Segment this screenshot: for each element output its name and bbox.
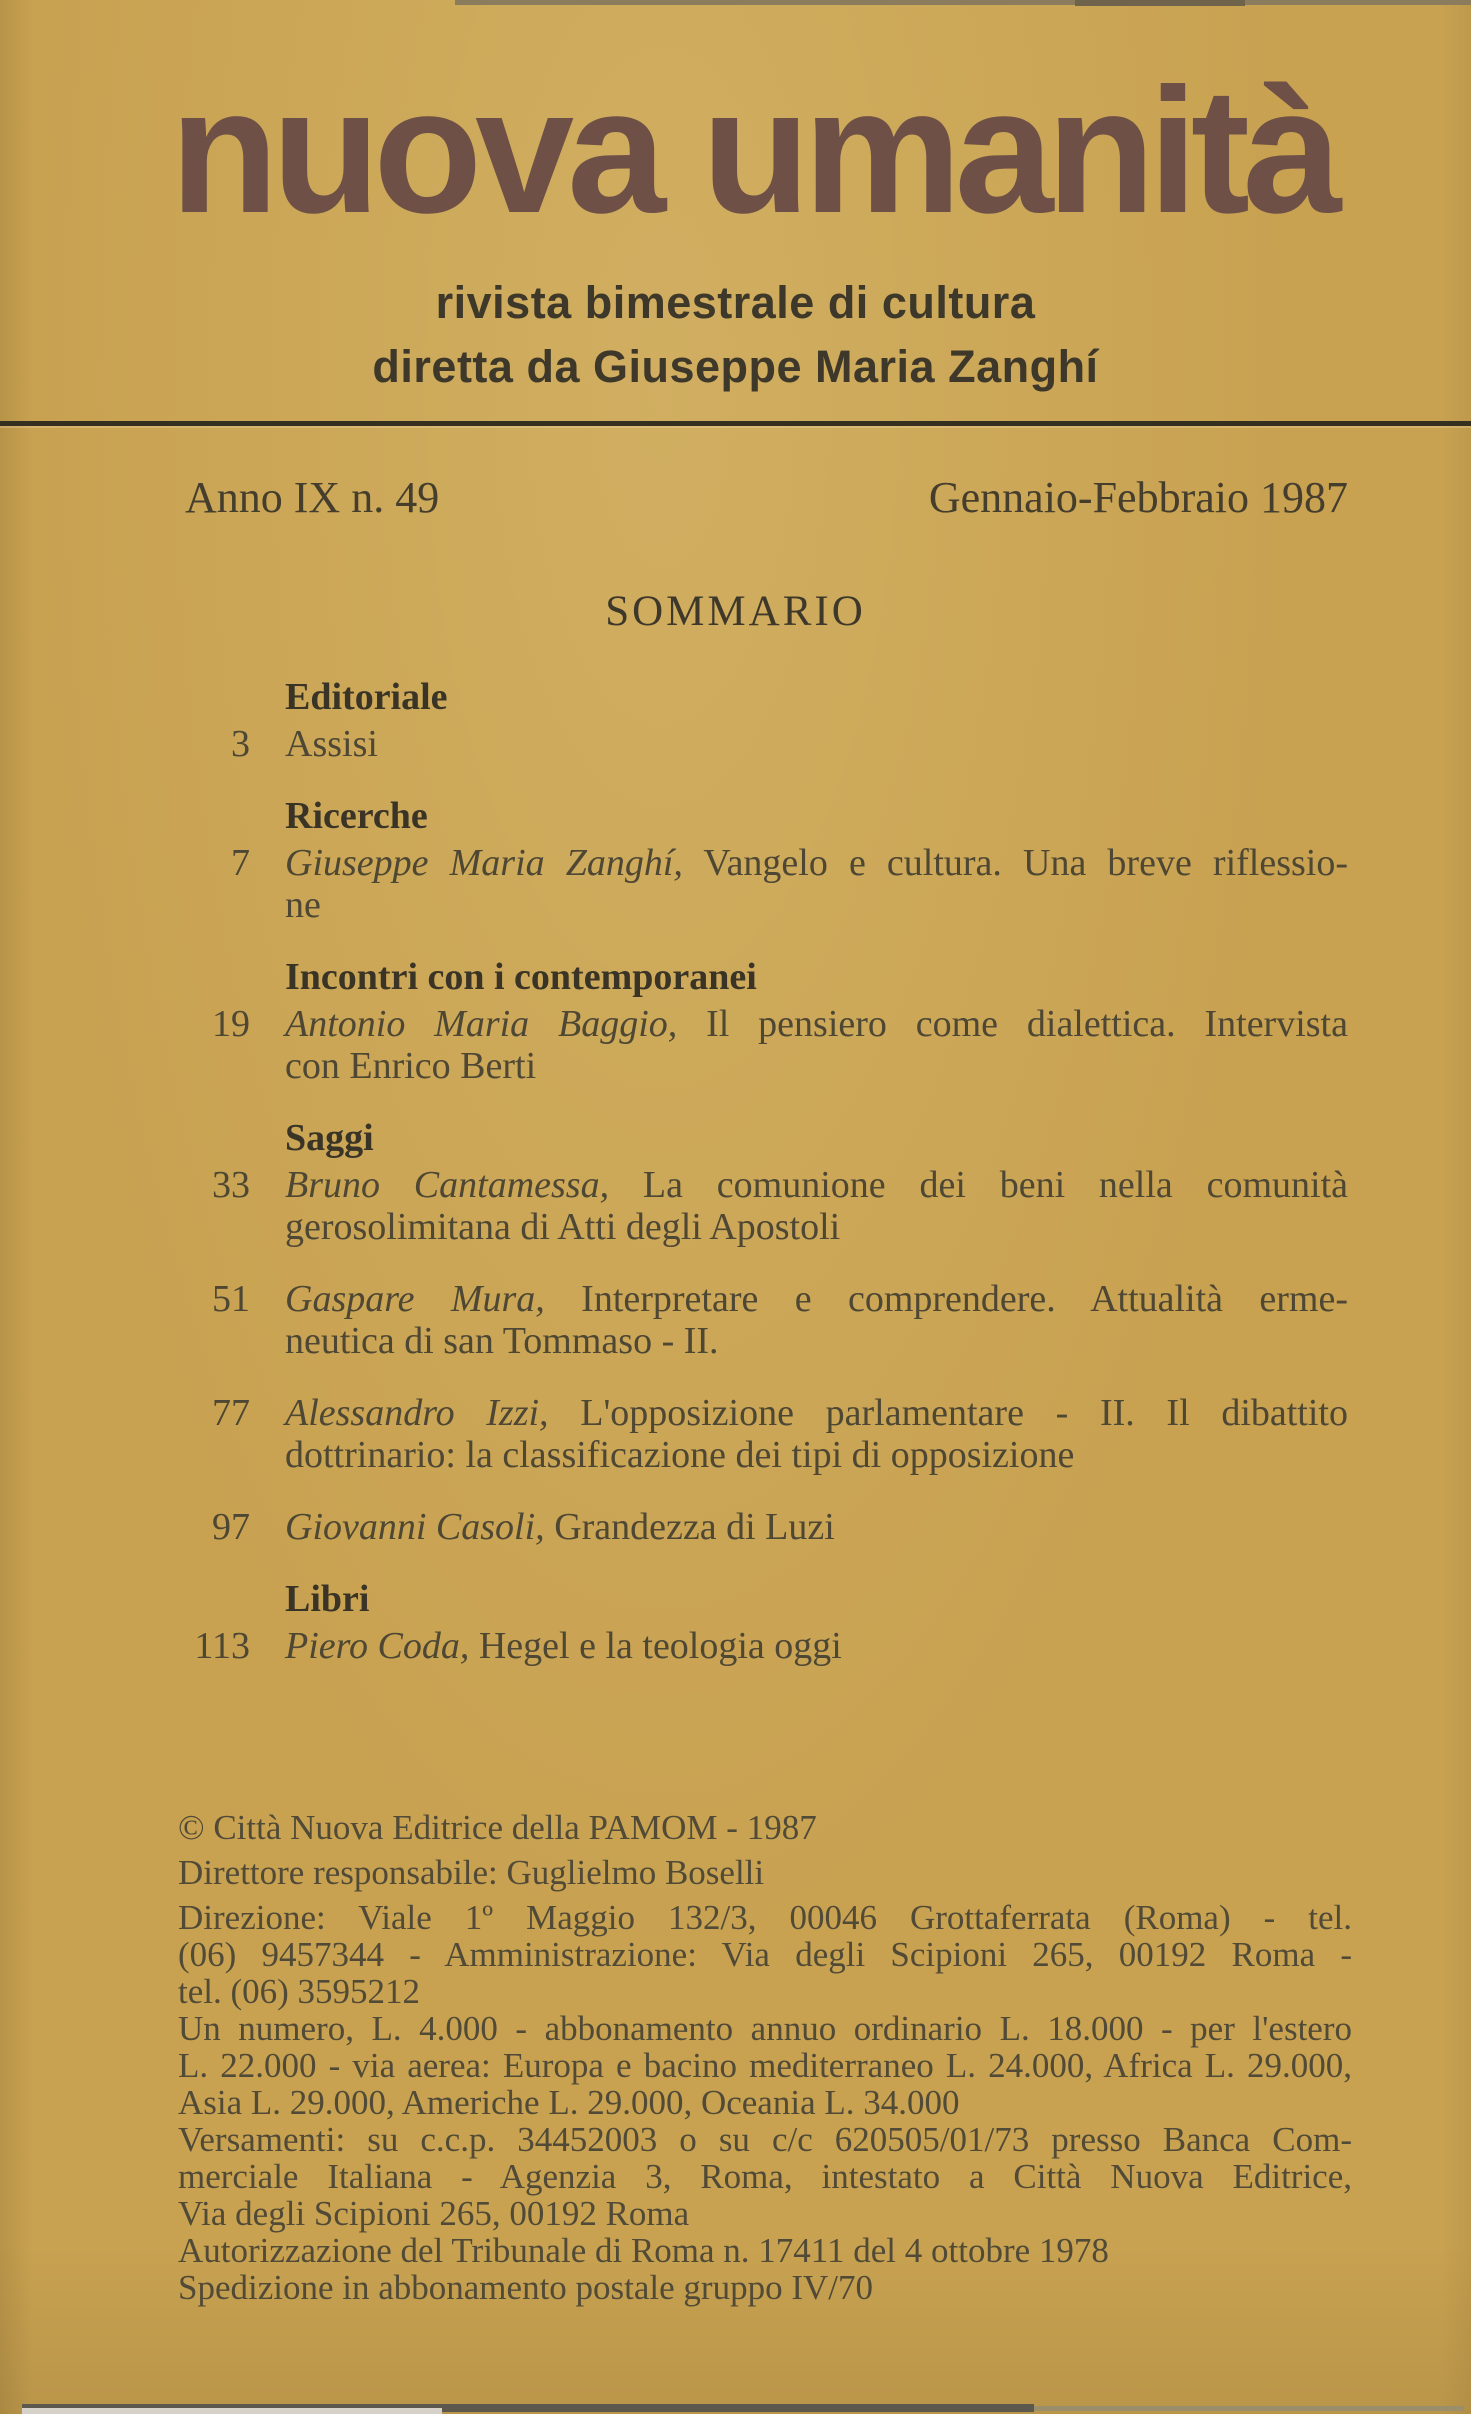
toc-entry-line: Assisi <box>285 722 378 765</box>
imprint-line: Asia L. 29.000, Americhe L. 29.000, Oceania L. 34.000 <box>178 2082 960 2122</box>
toc-item <box>170 842 1348 926</box>
toc-section <box>170 1578 1348 1667</box>
toc-page-number: 51 <box>212 1277 250 1320</box>
toc-entry-author: Gaspare Mura, <box>285 1277 545 1320</box>
issue-info-row <box>185 472 1348 523</box>
horizontal-rule <box>0 421 1471 426</box>
scan-bottom-edge-faint-artifact <box>1034 2406 1464 2411</box>
toc-entry-line: ne <box>285 883 321 926</box>
toc-entry-text <box>285 1506 1348 1548</box>
toc-item <box>170 1625 1348 1667</box>
imprint-paragraph <box>178 1854 1352 1891</box>
issue-date: Gennaio-Febbraio 1987 <box>928 472 1348 522</box>
toc-section-heading: Ricerche <box>285 794 428 837</box>
toc-entry-author: Bruno Cantamessa, <box>285 1163 610 1206</box>
toc-entry-line: Giuseppe Maria Zanghí, Vangelo e cultura. Una breve riflessio- <box>285 841 1348 884</box>
toc-item <box>170 1003 1348 1087</box>
imprint-line: Via degli Scipioni 265, 00192 Roma <box>178 2193 690 2233</box>
toc-entry-line: Gaspare Mura, Interpretare e comprendere. Attualità erme- <box>285 1277 1349 1320</box>
toc-page-number: 77 <box>212 1391 250 1434</box>
toc-item <box>170 1278 1348 1362</box>
issue-number: Anno IX n. 49 <box>185 472 440 522</box>
imprint-line: Un numero, L. 4.000 - abbonamento annuo ordinario L. 18.000 - per l'estero <box>178 2008 1352 2048</box>
toc-section-heading: Editoriale <box>285 675 448 718</box>
toc-entry-text <box>285 1392 1348 1476</box>
scan-top-edge-artifact <box>455 0 1471 5</box>
imprint-line: merciale Italiana - Agenzia 3, Roma, intestato a Città Nuova Editrice, <box>178 2156 1352 2196</box>
journal-subtitle-line2: diretta da Giuseppe Maria Zanghí <box>372 340 1099 392</box>
toc-entry-line: neutica di san Tommaso - II. <box>285 1319 719 1362</box>
toc-page-number: 19 <box>212 1002 250 1045</box>
toc-entry-text <box>285 1625 1348 1667</box>
toc-entry-text <box>285 1003 1348 1087</box>
toc-entry-author: Antonio Maria Baggio, <box>285 1002 678 1045</box>
toc-entry-line: Bruno Cantamessa, La comunione dei beni nella comunità <box>285 1163 1348 1206</box>
toc-entry-line: Piero Coda, Hegel e la teologia oggi <box>285 1624 842 1667</box>
imprint-line: Autorizzazione del Tribunale di Roma n. 17411 del 4 ottobre 1978 <box>178 2230 1109 2270</box>
journal-title: nuova umanità <box>169 51 1336 250</box>
toc-entry-line: Alessandro Izzi, L'opposizione parlamentare - II. Il dibattito <box>285 1391 1348 1434</box>
toc-page-number: 7 <box>231 841 250 884</box>
toc-entry-author: Giuseppe Maria Zanghí, <box>285 841 683 884</box>
toc-entry-line: dottrinario: la classificazione dei tipi di opposizione <box>285 1433 1075 1476</box>
summary-heading: SOMMARIO <box>605 587 866 635</box>
scan-top-edge-dark-artifact <box>1075 0 1245 6</box>
toc-section <box>170 956 1348 1087</box>
toc-page-number: 33 <box>212 1163 250 1206</box>
toc-section <box>170 1117 1348 1548</box>
toc-entry-text <box>285 723 1348 765</box>
imprint-line: Direttore responsabile: Guglielmo Boselli <box>178 1852 765 1892</box>
toc-page-number: 3 <box>231 722 250 765</box>
journal-subtitle-line1: rivista bimestrale di cultura <box>435 276 1036 328</box>
toc-entry-text <box>285 842 1348 926</box>
toc-list <box>170 676 1348 1667</box>
imprint-line: Versamenti: su c.c.p. 34452003 o su c/c 620505/01/73 presso Banca Com- <box>178 2119 1352 2159</box>
toc-entry-line: Giovanni Casoli, Grandezza di Luzi <box>285 1505 835 1548</box>
toc-item <box>170 1164 1348 1248</box>
toc-entry-text <box>285 1278 1348 1362</box>
imprint-paragraph <box>178 2121 1352 2232</box>
imprint-paragraph <box>178 2232 1352 2269</box>
imprint-paragraph <box>178 2010 1352 2121</box>
imprint-paragraph <box>178 1899 1352 2010</box>
imprint-line: L. 22.000 - via aerea: Europa e bacino mediterraneo L. 24.000, Africa L. 29.000, <box>178 2045 1352 2085</box>
toc-item <box>170 1506 1348 1548</box>
journal-subtitle <box>0 271 1471 399</box>
toc-page-number: 113 <box>194 1624 250 1667</box>
toc-entry-text <box>285 1164 1348 1248</box>
imprint-line: tel. (06) 3595212 <box>178 1971 421 2011</box>
imprint-line: Direzione: Viale 1º Maggio 132/3, 00046 Grottaferrata (Roma) - tel. <box>178 1897 1352 1937</box>
toc-section <box>170 676 1348 765</box>
toc-entry-author: Alessandro Izzi, <box>285 1391 549 1434</box>
imprint-paragraph <box>178 1809 1352 1846</box>
toc-section-heading: Incontri con i contemporanei <box>285 955 757 998</box>
toc-section-heading: Libri <box>285 1577 370 1620</box>
toc-item <box>170 1392 1348 1476</box>
toc-item <box>170 723 1348 765</box>
imprint-paragraph <box>178 2269 1352 2306</box>
toc-entry-line: Antonio Maria Baggio, Il pensiero come dialettica. Intervista <box>285 1002 1348 1045</box>
toc-section <box>170 795 1348 926</box>
toc-entry-line: con Enrico Berti <box>285 1044 537 1087</box>
toc-section-heading: Saggi <box>285 1116 374 1159</box>
imprint-line: Spedizione in abbonamento postale gruppo IV/70 <box>178 2267 873 2307</box>
toc-entry-author: Piero Coda, <box>285 1624 470 1667</box>
scan-bottom-edge-light-artifact <box>22 2408 442 2414</box>
toc-entry-line: gerosolimitana di Atti degli Apostoli <box>285 1205 841 1248</box>
toc-page-number: 97 <box>212 1505 250 1548</box>
imprint-line: © Città Nuova Editrice della PAMOM - 1987 <box>178 1807 817 1847</box>
imprint-block <box>178 1809 1352 2306</box>
toc-entry-author: Giovanni Casoli, <box>285 1505 545 1548</box>
imprint-line: (06) 9457344 - Amministrazione: Via degli Scipioni 265, 00192 Roma - <box>178 1934 1352 1974</box>
